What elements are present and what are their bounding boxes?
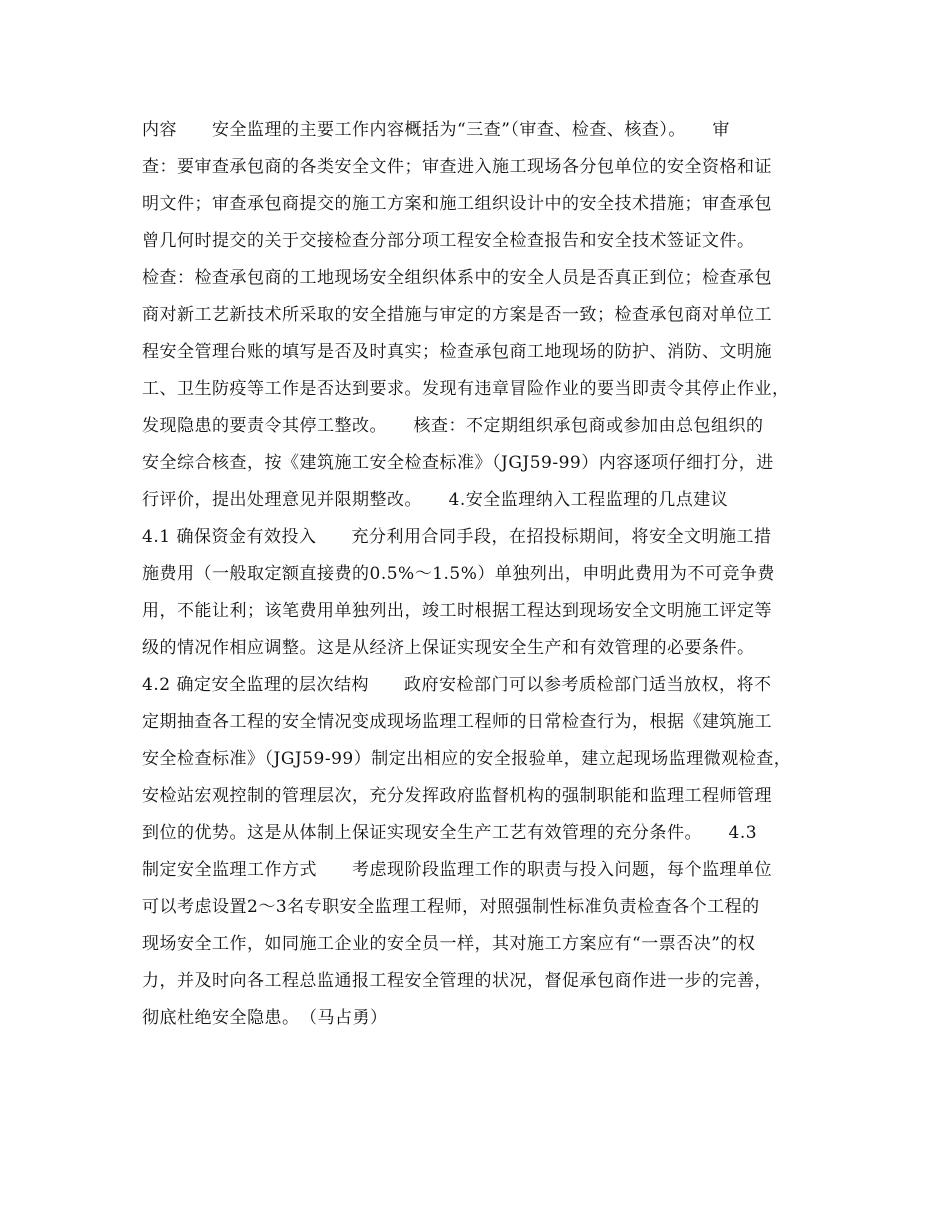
text-line: 可以考虑设置2～3名专职安全监理工程师，对照强制性标准负责检查各个工程的: [142, 897, 760, 917]
text-line: 定期抽查各工程的安全情况变成现场监理工程师的日常检查行为，根据《建筑施工: [142, 712, 772, 732]
text-line: 4.1 确保资金有效投入 充分利用合同手段，在招投标期间，将安全文明施工措: [142, 527, 772, 547]
text-line: 发现隐患的要责令其停工整改。 核查：不定期组织承包商或参加由总包组织的: [142, 416, 764, 436]
text-line: 程安全管理台账的填写是否及时真实；检查承包商工地现场的防护、消防、文明施: [142, 342, 772, 362]
text-line: 明文件；审查承包商提交的施工方案和施工组织设计中的安全技术措施；审查承包: [142, 194, 772, 214]
text-line: 现场安全工作，如同施工企业的安全员一样，其对施工方案应有“一票否决”的权: [142, 934, 756, 954]
text-line: 工、卫生防疫等工作是否达到要求。发现有违章冒险作业的要当即责令其停止作业，: [142, 379, 790, 399]
text-line: 商对新工艺新技术所采取的安全措施与审定的方案是否一致；检查承包商对单位工: [142, 305, 772, 325]
text-line: 力，并及时向各工程总监通报工程安全管理的状况，督促承包商作进一步的完善，: [142, 971, 772, 991]
text-line: 施费用（一般取定额直接费的0.5%～1.5%）单独列出，申明此费用为不可竞争费: [142, 564, 775, 584]
text-line: 彻底杜绝安全隐患。 （马占勇）: [142, 1008, 388, 1028]
text-line: 查：要审查承包商的各类安全文件；审查进入施工现场各分包单位的安全资格和证: [142, 157, 772, 177]
text-line: 到位的优势。这是从体制上保证实现安全生产工艺有效管理的充分条件。 4.3: [142, 823, 758, 843]
text-line: 级的情况作相应调整。这是从经济上保证实现安全生产和有效管理的必要条件。: [142, 638, 755, 658]
text-line: 安全检查标准》（JGJ59-99）制定出相应的安全报验单，建立起现场监理微观检查，: [142, 749, 792, 769]
text-line: 检查：检查承包商的工地现场安全组织体系中的安全人员是否真正到位；检查承包: [142, 268, 772, 288]
text-line: 用，不能让利；该笔费用单独列出，竣工时根据工程达到现场安全文明施工评定等: [142, 601, 772, 621]
text-line: 4.2 确定安全监理的层次结构 政府安检部门可以参考质检部门适当放权，将不: [142, 675, 772, 695]
text-line: 内容 安全监理的主要工作内容概括为“三查”（审查、检查、核查）。 审: [142, 120, 730, 140]
text-line: 制定安全监理工作方式 考虑现阶段监理工作的职责与投入问题，每个监理单位: [142, 860, 772, 880]
text-line: 行评价，提出处理意见并限期整改。 4.安全监理纳入工程监理的几点建议: [142, 490, 729, 510]
text-line: 安全综合核查，按《建筑施工安全检查标准》（JGJ59-99）内容逐项仔细打分，进: [142, 453, 774, 473]
body-text: [142, 112, 822, 1037]
text-line: 曾几何时提交的关于交接检查分部分项工程安全检查报告和安全技术签证文件。: [142, 231, 755, 251]
text-line: 安检站宏观控制的管理层次，充分发挥政府监督机构的强制职能和监理工程师管理: [142, 786, 772, 806]
